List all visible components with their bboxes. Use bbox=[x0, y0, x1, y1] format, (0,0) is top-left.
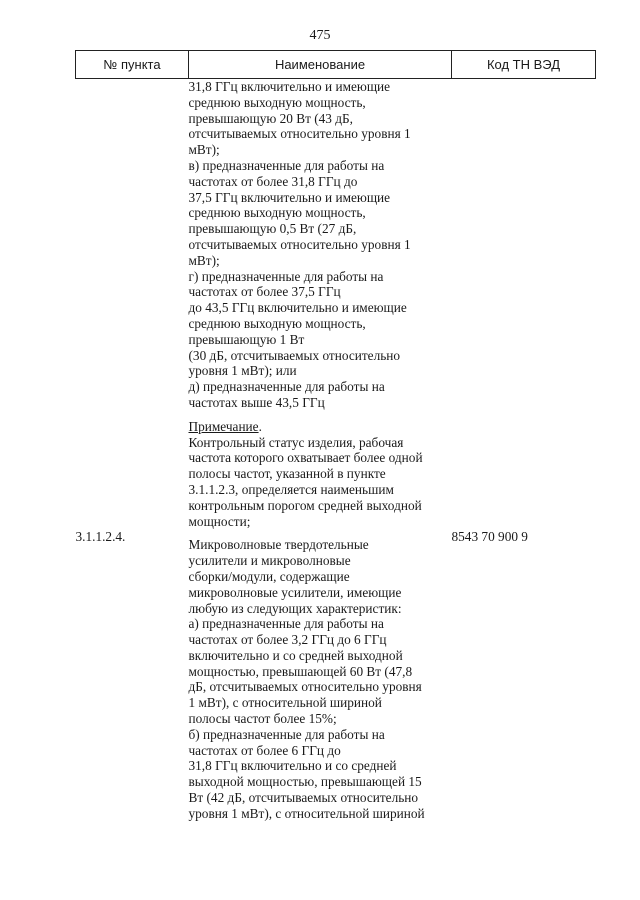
text-line: частотах от более 31,8 ГГц до bbox=[188, 173, 358, 189]
item-line: любую из следующих характеристик: bbox=[188, 600, 402, 616]
item-text bbox=[189, 537, 452, 821]
item-line: включительно и со средней выходной bbox=[188, 647, 403, 663]
note-line: 3.1.1.2.3, определяется наименьшим bbox=[188, 481, 394, 497]
text-line: среднюю выходную мощность, bbox=[188, 94, 366, 110]
continuation-code-cell bbox=[452, 79, 596, 530]
text-line: мВт); bbox=[188, 252, 220, 268]
item-line: 31,8 ГГц включительно и со средней bbox=[188, 758, 397, 774]
text-line: отсчитываемых относительно уровня 1 bbox=[188, 126, 411, 142]
text-line: частотах выше 43,5 ГГц bbox=[188, 394, 325, 410]
text-line: частотах от более 37,5 ГГц bbox=[188, 284, 341, 300]
text-line: превышающую 1 Вт bbox=[188, 331, 305, 347]
item-line: б) предназначенные для работы на bbox=[188, 726, 385, 742]
item-line: Микроволновые твердотельные bbox=[188, 537, 369, 553]
text-line: 31,8 ГГц включительно и имеющие bbox=[188, 79, 391, 94]
note-line: мощности; bbox=[188, 513, 251, 529]
item-hs-code: 8543 70 900 9 bbox=[451, 529, 528, 545]
text-line: среднюю выходную мощность, bbox=[188, 205, 366, 221]
text-line: среднюю выходную мощность, bbox=[188, 315, 366, 331]
text-line: превышающую 0,5 Вт (27 дБ, bbox=[188, 221, 357, 237]
item-name-cell bbox=[189, 529, 452, 821]
text-line: в) предназначенные для работы на bbox=[188, 157, 385, 173]
table-row-continuation bbox=[76, 79, 596, 530]
text-line: (30 дБ, отсчитываемых относительно bbox=[188, 347, 401, 363]
item-line: мощностью, превышающей 60 Вт (47,8 bbox=[188, 663, 413, 679]
note-text bbox=[189, 435, 452, 530]
note-line: Контрольный статус изделия, рабочая bbox=[188, 434, 404, 450]
text-line: превышающую 20 Вт (43 дБ, bbox=[188, 110, 353, 126]
note-line: полосы частот, указанной в пункте bbox=[188, 466, 386, 482]
document-table bbox=[75, 50, 596, 822]
continuation-name-cell bbox=[189, 79, 452, 530]
item-number: 3.1.1.2.4. bbox=[75, 529, 126, 545]
item-line: усилители и микроволновые bbox=[188, 553, 351, 569]
item-line: частотах от более 6 ГГц до bbox=[188, 742, 341, 758]
item-line: Вт (42 дБ, отсчитываемых относительно bbox=[188, 790, 419, 806]
item-line: дБ, отсчитываемых относительно уровня bbox=[188, 679, 422, 695]
note-line: частота которого охватывает более одной bbox=[188, 450, 423, 466]
text-line: до 43,5 ГГц включительно и имеющие bbox=[188, 300, 407, 316]
note-title: Примечание bbox=[188, 418, 259, 434]
note-heading bbox=[189, 419, 452, 435]
header-item-number: № пункта bbox=[76, 51, 189, 79]
continuation-text bbox=[189, 79, 452, 411]
item-line: сборки/модули, содержащие bbox=[188, 568, 350, 584]
item-line: частотах от более 3,2 ГГц до 6 ГГц bbox=[188, 632, 387, 648]
item-line: уровня 1 мВт), с относительной шириной bbox=[188, 805, 425, 821]
note-title-suffix: . bbox=[258, 418, 262, 434]
text-line: отсчитываемых относительно уровня 1 bbox=[188, 236, 411, 252]
item-line: а) предназначенные для работы на bbox=[188, 616, 384, 632]
table-header-row bbox=[76, 51, 596, 79]
header-name: Наименование bbox=[189, 51, 452, 79]
item-line: полосы частот более 15%; bbox=[188, 711, 337, 727]
text-line: 37,5 ГГц включительно и имеющие bbox=[188, 189, 391, 205]
note-line: контрольным порогом средней выходной bbox=[188, 497, 422, 513]
item-line: 1 мВт), с относительной шириной bbox=[188, 695, 382, 711]
text-line: д) предназначенные для работы на bbox=[188, 379, 385, 395]
text-line: г) предназначенные для работы на bbox=[188, 268, 384, 284]
page-number: 475 bbox=[309, 28, 331, 43]
table-row-3-1-1-2-4 bbox=[76, 529, 596, 821]
continuation-number-cell bbox=[76, 79, 189, 530]
header-hs-code: Код ТН ВЭД bbox=[452, 51, 596, 79]
text-line: уровня 1 мВт); или bbox=[188, 363, 297, 379]
item-line: микроволновые усилители, имеющие bbox=[188, 584, 402, 600]
text-line: мВт); bbox=[188, 142, 220, 158]
item-line: выходной мощностью, превышающей 15 bbox=[188, 774, 422, 790]
